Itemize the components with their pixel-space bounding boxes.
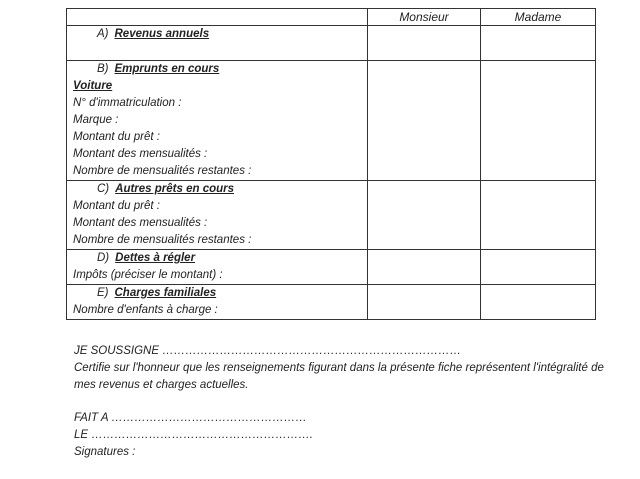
section-b-line: Nombre de mensualités restantes : <box>73 165 252 177</box>
section-a-monsieur-cell[interactable] <box>368 26 481 61</box>
section-a-title: Revenus annuels <box>114 28 210 40</box>
section-b-line: Marque : <box>73 114 119 126</box>
section-d-heading <box>73 250 367 267</box>
section-e-madame-cell[interactable] <box>481 285 596 320</box>
section-c-line: Montant du prêt : <box>73 200 160 212</box>
section-d-line: Impôts (préciser le montant) : <box>73 269 223 281</box>
footer-soussigne: JE SOUSSIGNE …………………………………………………………………… <box>74 345 462 357</box>
section-b-row <box>67 61 596 181</box>
section-e-title: Charges familiales <box>114 287 217 299</box>
footer-le: LE …………………………………………………. <box>74 429 313 441</box>
section-c-line: Montant des mensualités : <box>73 217 208 229</box>
header-madame: Madame <box>481 9 596 26</box>
section-b-line: Montant des mensualités : <box>73 148 208 160</box>
section-c-title: Autres prêts en cours <box>115 183 235 195</box>
section-a-row <box>67 26 596 61</box>
section-a-label-cell <box>67 26 368 61</box>
financial-form-table <box>66 8 596 320</box>
section-a-heading <box>73 26 367 43</box>
section-e-line: Nombre d'enfants à charge : <box>73 304 218 316</box>
section-b-subheading: Voiture <box>73 80 113 92</box>
section-b-monsieur-cell[interactable] <box>368 61 481 181</box>
section-d-title: Dettes à régler <box>115 252 196 264</box>
footer-fait-a: FAIT A …………………………………………… <box>74 412 307 424</box>
footer-certify-line-1: Certifie sur l'honneur que les renseignements figurant dans la présente fiche représentent l'intégralité de <box>74 362 604 374</box>
section-e-letter: E) <box>97 287 109 299</box>
section-b-title: Emprunts en cours <box>114 63 220 75</box>
header-monsieur: Monsieur <box>368 9 481 26</box>
section-e-row <box>67 285 596 320</box>
header-label-cell <box>67 9 368 26</box>
section-e-label-cell <box>67 285 368 320</box>
section-c-row <box>67 181 596 250</box>
section-c-letter: C) <box>97 183 110 195</box>
section-a-letter: A) <box>97 28 109 40</box>
header-row <box>67 9 596 26</box>
section-c-heading <box>73 181 367 198</box>
section-b-label-cell <box>67 61 368 181</box>
section-d-monsieur-cell[interactable] <box>368 250 481 285</box>
footer-signatures: Signatures : <box>74 446 136 458</box>
section-c-label-cell <box>67 181 368 250</box>
section-d-label-cell <box>67 250 368 285</box>
section-a-madame-cell[interactable] <box>481 26 596 61</box>
section-b-heading <box>73 61 367 78</box>
section-e-monsieur-cell[interactable] <box>368 285 481 320</box>
section-d-row <box>67 250 596 285</box>
section-b-line: Montant du prêt : <box>73 131 160 143</box>
section-b-letter: B) <box>97 63 109 75</box>
footer-certify-line-2: mes revenus et charges actuelles. <box>74 379 249 391</box>
section-b-line: N° d'immatriculation : <box>73 97 182 109</box>
section-c-line: Nombre de mensualités restantes : <box>73 234 252 246</box>
section-c-monsieur-cell[interactable] <box>368 181 481 250</box>
section-c-madame-cell[interactable] <box>481 181 596 250</box>
section-d-letter: D) <box>97 252 110 264</box>
section-b-madame-cell[interactable] <box>481 61 596 181</box>
section-e-heading <box>73 285 367 302</box>
section-d-madame-cell[interactable] <box>481 250 596 285</box>
